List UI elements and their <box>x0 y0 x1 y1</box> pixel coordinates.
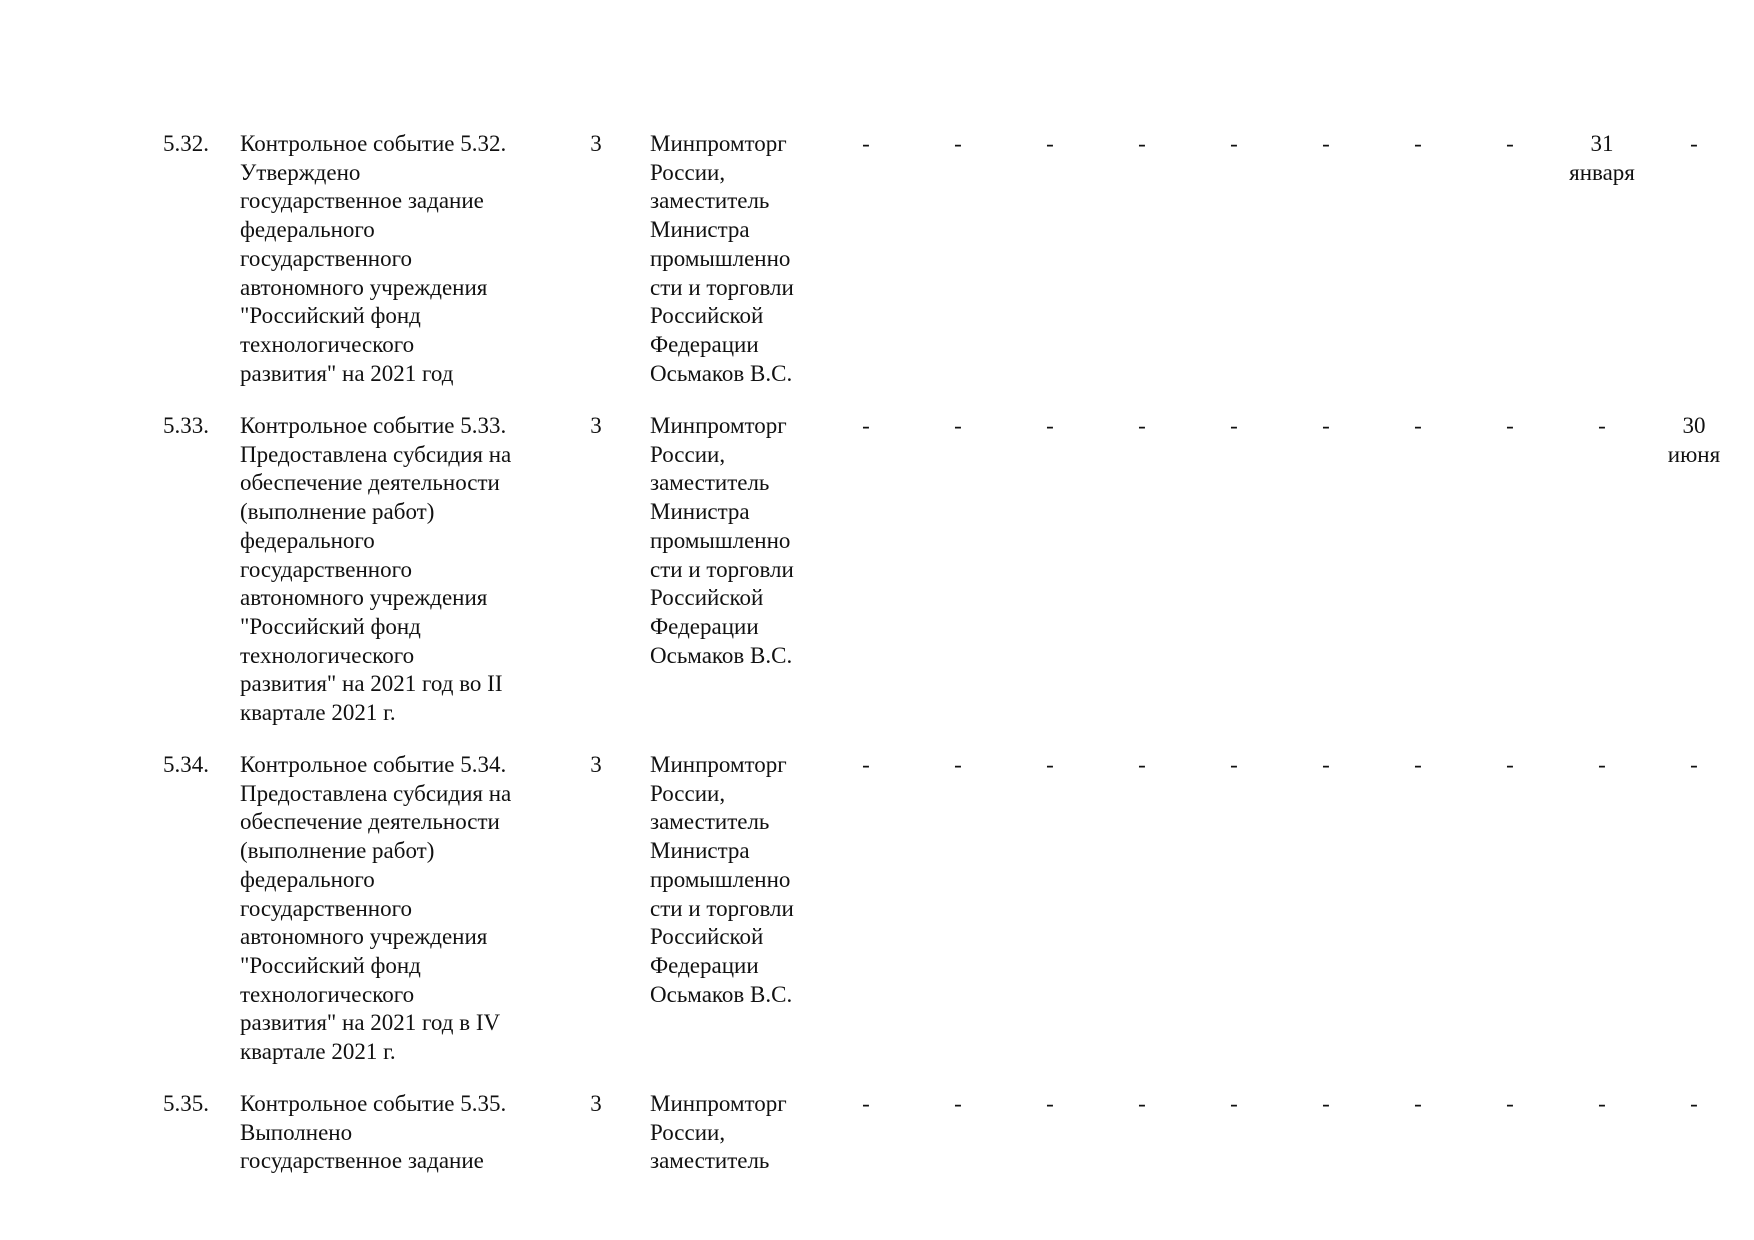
schedule-cell: - <box>1414 752 1422 777</box>
schedule-cell: - <box>1598 752 1606 777</box>
responsible-party: Минпромторг России, заместитель Министра промышленно сти и торговли Российской Федерации Осьмаков В.С. <box>650 413 794 668</box>
schedule-cell: - <box>862 131 870 156</box>
schedule-cell: - <box>1046 131 1054 156</box>
schedule-cell: - <box>1414 131 1422 156</box>
row-number: 5.33. <box>163 413 209 438</box>
schedule-cell: - <box>1690 752 1698 777</box>
schedule-cell: - <box>1138 131 1146 156</box>
schedule-cell: - <box>862 413 870 438</box>
event-level: 3 <box>590 1091 602 1116</box>
schedule-cell: - <box>1506 752 1514 777</box>
schedule-cell: - <box>1322 1091 1330 1116</box>
schedule-cell: - <box>954 752 962 777</box>
schedule-cell: - <box>1138 1091 1146 1116</box>
schedule-cell: - <box>954 413 962 438</box>
schedule-cell: - <box>862 752 870 777</box>
schedule-cell: - <box>1230 131 1238 156</box>
schedule-cell: - <box>1138 413 1146 438</box>
schedule-cell: - <box>1230 413 1238 438</box>
schedule-cell: - <box>1690 131 1698 156</box>
schedule-cell: - <box>1506 131 1514 156</box>
schedule-cell: - <box>954 131 962 156</box>
row-number: 5.34. <box>163 752 209 777</box>
responsible-party: Минпромторг России, заместитель Министра промышленно сти и торговли Российской Федерации Осьмаков В.С. <box>650 752 794 1007</box>
event-level: 3 <box>590 131 602 156</box>
responsible-party: Минпромторг России, заместитель <box>650 1091 787 1174</box>
schedule-cell: - <box>862 1091 870 1116</box>
schedule-cell: - <box>1046 1091 1054 1116</box>
schedule-cell: 30 июня <box>1667 413 1721 467</box>
event-description: Контрольное событие 5.33. Предоставлена субсидия на обеспечение деятельности (выполнение работ) федерального государственного автономного учреждения "Российский фонд технологического развития" на 2021 год во II квартале 2021 г. <box>240 413 512 726</box>
schedule-cell: - <box>1230 752 1238 777</box>
schedule-cell: - <box>1414 1091 1422 1116</box>
schedule-cell: - <box>1046 752 1054 777</box>
schedule-cell: - <box>1322 752 1330 777</box>
row-number: 5.32. <box>163 131 209 156</box>
event-level: 3 <box>590 413 602 438</box>
event-description: Контрольное событие 5.34. Предоставлена субсидия на обеспечение деятельности (выполнение работ) федерального государственного автономного учреждения "Российский фонд технологического развития" на 2021 год в IV квартале 2021 г. <box>240 752 512 1065</box>
schedule-cell: - <box>1138 752 1146 777</box>
schedule-cell: - <box>1230 1091 1238 1116</box>
event-description: Контрольное событие 5.35. Выполнено государственное задание <box>240 1091 507 1174</box>
schedule-cell: - <box>1506 1091 1514 1116</box>
schedule-cell: 31 января <box>1569 131 1635 185</box>
schedule-cell: - <box>1598 1091 1606 1116</box>
schedule-cell: - <box>1598 413 1606 438</box>
schedule-cell: - <box>1414 413 1422 438</box>
schedule-cell: - <box>954 1091 962 1116</box>
event-level: 3 <box>590 752 602 777</box>
row-number: 5.35. <box>163 1091 209 1116</box>
schedule-cell: - <box>1046 413 1054 438</box>
schedule-cell: - <box>1690 1091 1698 1116</box>
schedule-cell: - <box>1322 413 1330 438</box>
schedule-cell: - <box>1322 131 1330 156</box>
responsible-party: Минпромторг России, заместитель Министра промышленно сти и торговли Российской Федерации Осьмаков В.С. <box>650 131 794 386</box>
schedule-cell: - <box>1506 413 1514 438</box>
event-description: Контрольное событие 5.32. Утверждено государственное задание федерального государственного автономного учреждения "Российский фонд технологического развития" на 2021 год <box>240 131 507 386</box>
